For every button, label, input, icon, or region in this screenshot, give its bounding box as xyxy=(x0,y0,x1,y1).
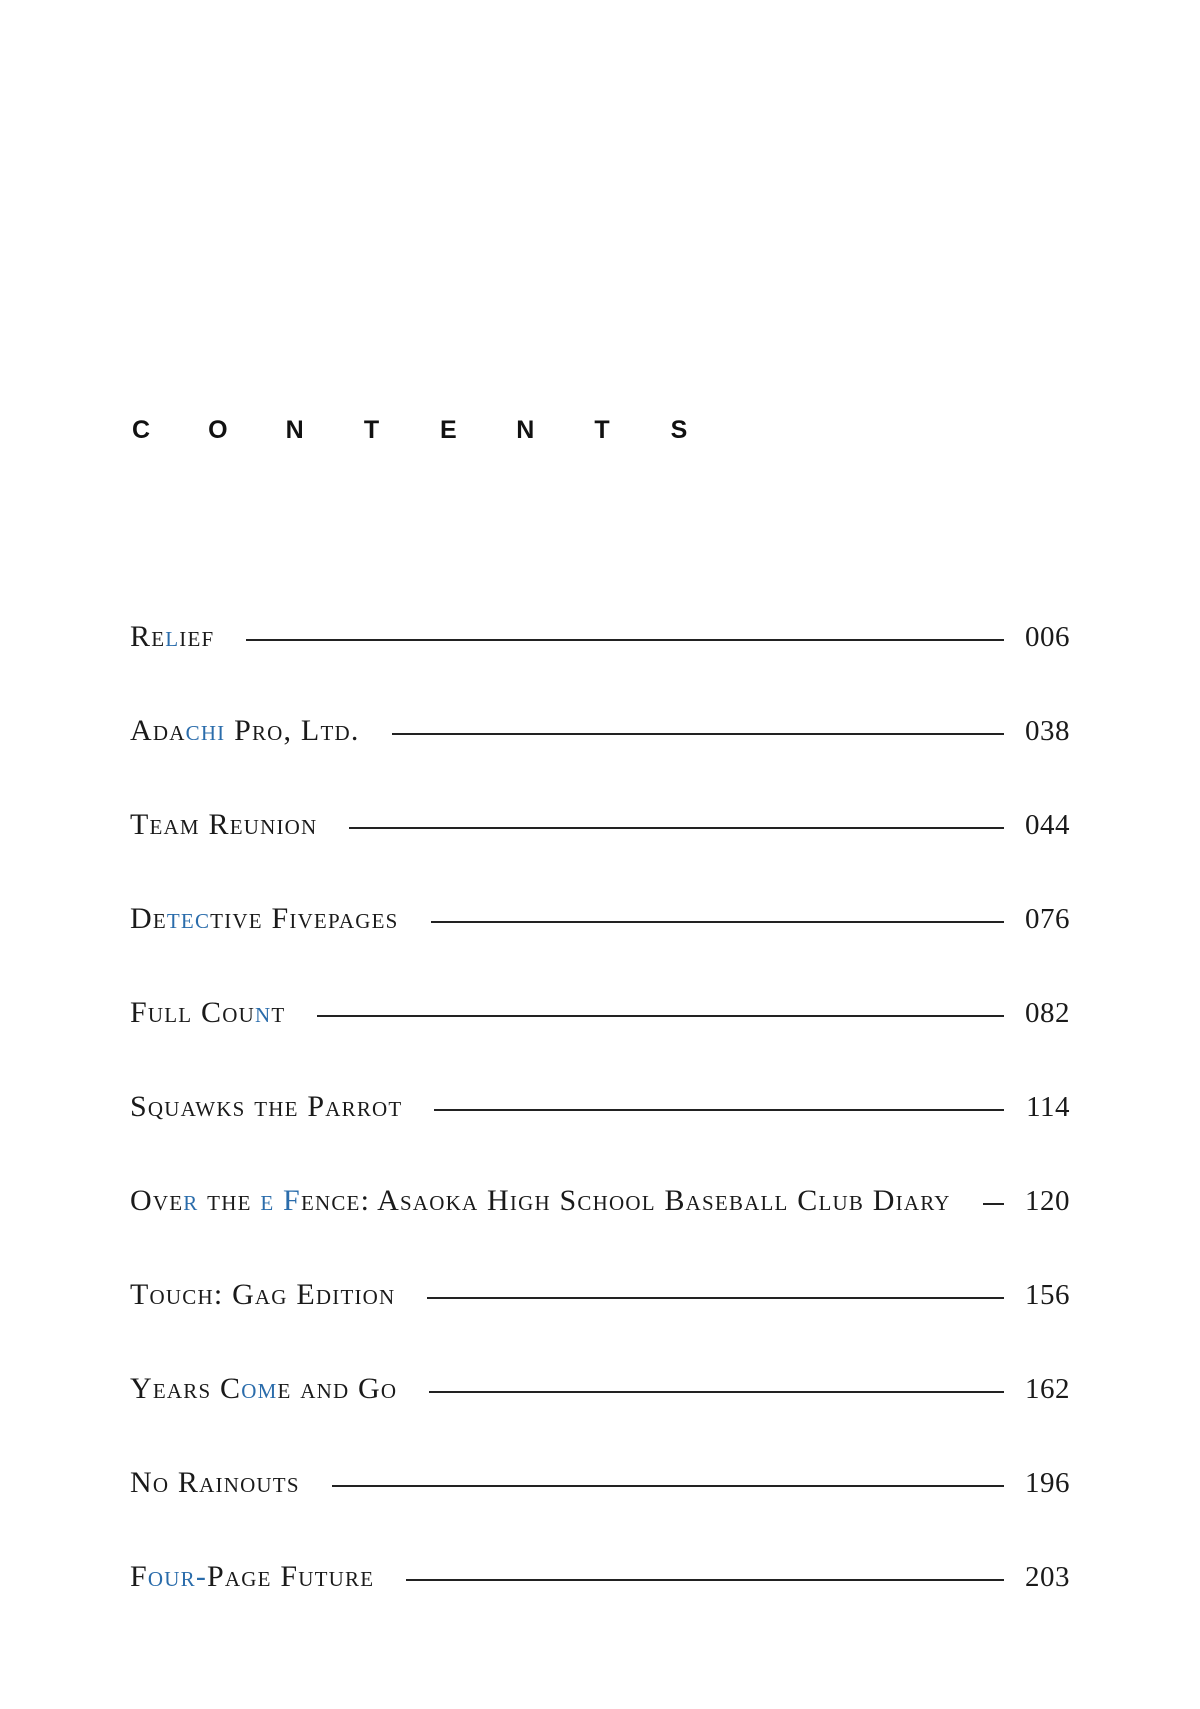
toc-entry[interactable] xyxy=(130,1342,1070,1436)
title-highlight-segment: om xyxy=(241,1372,278,1405)
title-segment: the xyxy=(198,1184,261,1217)
title-segment: Ada xyxy=(130,714,186,747)
heading-letter: T xyxy=(363,416,380,444)
heading-letter: N xyxy=(285,416,304,444)
toc-entry-page-number: 120 xyxy=(1025,1184,1070,1217)
title-segment: Ove xyxy=(130,1184,184,1217)
toc-entry[interactable] xyxy=(130,590,1070,684)
toc-entry-title xyxy=(130,808,317,842)
title-highlight-segment: n xyxy=(254,996,272,1029)
title-segment: t xyxy=(271,996,286,1029)
title-segment: Squawks the Parrot xyxy=(130,1090,403,1123)
contents-heading xyxy=(130,416,690,445)
toc-entry-page-number: 044 xyxy=(1025,808,1070,841)
toc-entry-page-number: 203 xyxy=(1025,1560,1070,1593)
toc-entry[interactable] xyxy=(130,1060,1070,1154)
leader-line xyxy=(427,1297,1004,1299)
toc-entry-page-number: 082 xyxy=(1025,996,1070,1029)
toc-entry-page-number: 038 xyxy=(1025,714,1070,747)
title-segment: Re xyxy=(130,620,166,653)
toc-entry[interactable] xyxy=(130,872,1070,966)
title-highlight-segment: our- xyxy=(147,1560,208,1593)
toc-entry-page-number: 162 xyxy=(1025,1372,1070,1405)
toc-entry-title xyxy=(130,714,360,748)
toc-entry-page-number: 114 xyxy=(1026,1090,1070,1123)
title-highlight-segment: chi xyxy=(185,714,226,747)
toc-entry-page-number: 006 xyxy=(1025,620,1070,653)
heading-letter: T xyxy=(594,416,610,444)
toc-entry-title xyxy=(130,1090,402,1124)
toc-entry-title xyxy=(130,1466,300,1500)
toc-entry-page-number: 196 xyxy=(1025,1466,1070,1499)
toc-entry[interactable] xyxy=(130,1248,1070,1342)
leader-line xyxy=(431,921,1004,923)
leader-line xyxy=(332,1485,1004,1487)
title-highlight-segment: l xyxy=(165,620,180,653)
heading-letter: C xyxy=(131,416,151,444)
title-segment: tive Fivepages xyxy=(210,902,399,935)
title-segment: Page Future xyxy=(207,1560,375,1593)
toc-entry[interactable] xyxy=(130,966,1070,1060)
title-segment: No Rainouts xyxy=(130,1466,300,1499)
toc-entry-title xyxy=(130,1184,951,1218)
heading-letter: N xyxy=(516,416,535,444)
title-segment: ief xyxy=(179,620,215,653)
toc-entry-title xyxy=(130,1560,374,1594)
leader-line xyxy=(246,639,1004,641)
leader-line xyxy=(429,1391,1004,1393)
title-segment: F xyxy=(130,1560,148,1593)
title-segment: ence: Asaoka High School Baseball Club Diary xyxy=(300,1184,951,1217)
title-segment: e and Go xyxy=(277,1372,398,1405)
toc-entry[interactable] xyxy=(130,1436,1070,1530)
title-segment: Years C xyxy=(130,1372,242,1405)
title-segment: Touch: Gag Edition xyxy=(130,1278,396,1311)
toc-entry-page-number: 076 xyxy=(1025,902,1070,935)
leader-line xyxy=(983,1203,1004,1205)
title-segment: De xyxy=(130,902,167,935)
title-highlight-segment: r xyxy=(183,1184,199,1217)
leader-line xyxy=(406,1579,1004,1581)
toc-entry-title xyxy=(130,996,285,1030)
leader-line xyxy=(349,827,1004,829)
toc-entry[interactable] xyxy=(130,1530,1070,1624)
leader-line xyxy=(434,1109,1004,1111)
table-of-contents xyxy=(130,590,1070,1624)
heading-letter: O xyxy=(208,416,228,444)
toc-entry[interactable] xyxy=(130,684,1070,778)
toc-entry-page-number: 156 xyxy=(1025,1278,1070,1311)
toc-entry-title xyxy=(130,902,399,936)
heading-letter: E xyxy=(440,416,457,444)
leader-line xyxy=(392,733,1004,735)
toc-entry[interactable] xyxy=(130,778,1070,872)
toc-entry-title xyxy=(130,620,214,654)
toc-entry-title xyxy=(130,1278,395,1312)
title-segment: Full Cou xyxy=(130,996,255,1029)
title-highlight-segment: tec xyxy=(166,902,211,935)
toc-entry[interactable] xyxy=(130,1154,1070,1248)
toc-entry-title xyxy=(130,1372,397,1406)
heading-letter: S xyxy=(670,416,688,444)
leader-line xyxy=(317,1015,1004,1017)
title-highlight-segment: e F xyxy=(260,1184,301,1217)
title-segment: Team Reunion xyxy=(130,808,318,841)
title-segment: Pro, Ltd. xyxy=(225,714,360,747)
